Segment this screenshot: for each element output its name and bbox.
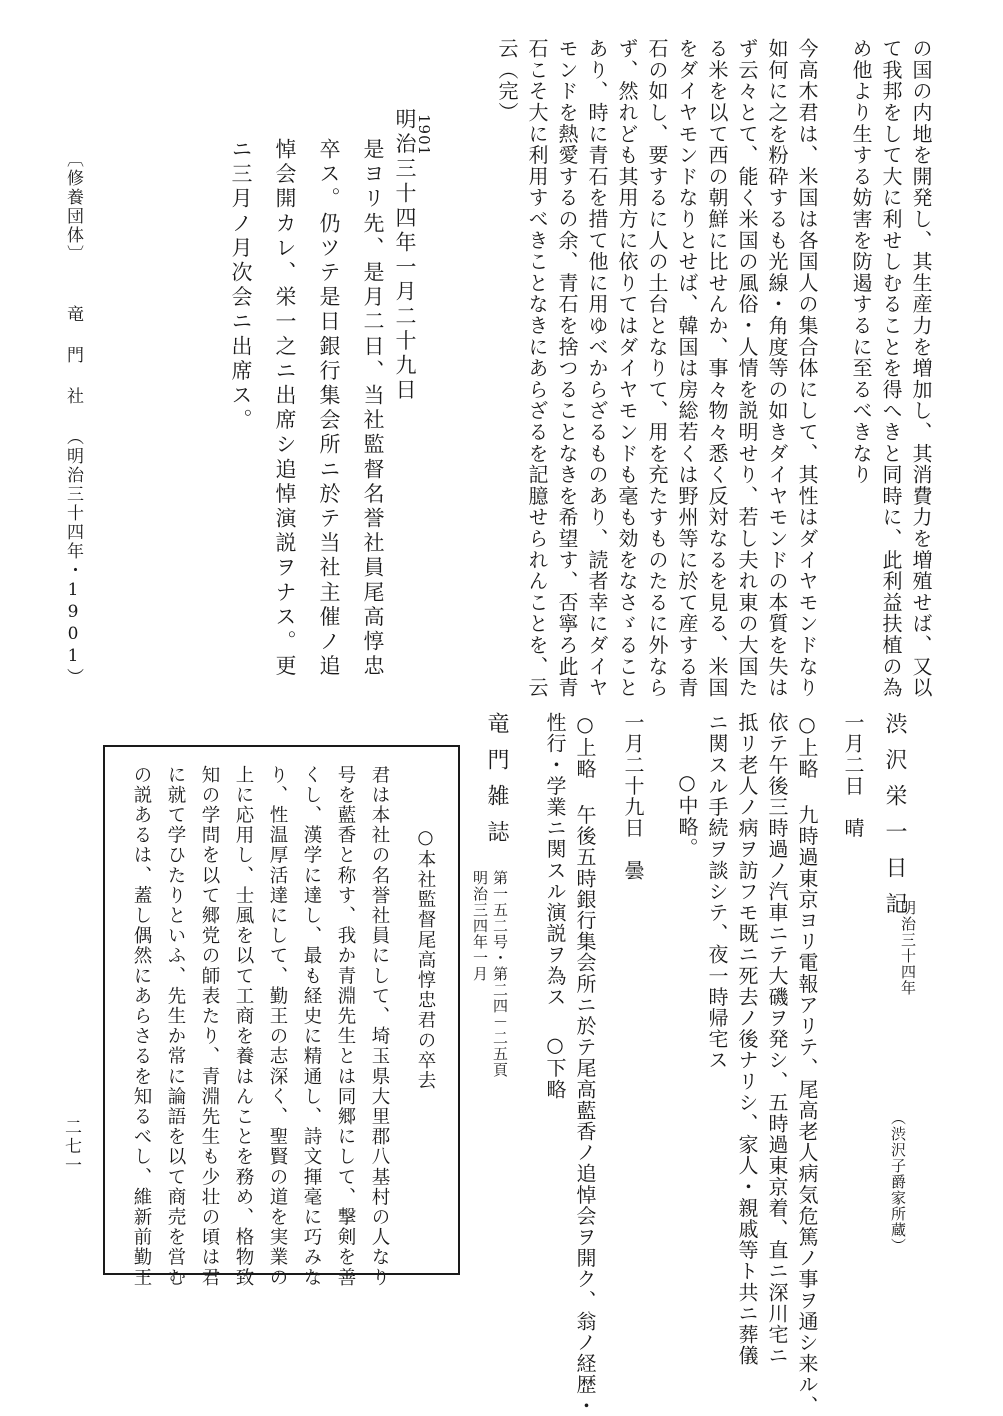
diary-title: 渋沢栄一日記: [882, 712, 907, 928]
upper-col-13: 石こそ大に利用すべきことなきにあらざるを記臆せられんことを、云: [525, 38, 549, 699]
box-col-1: 君は本社の名誉社員にして、埼玉県大里郡八基村の人なり: [369, 765, 390, 1288]
entry-col-4: ニ三月ノ月次会ニ出席ス。: [229, 138, 253, 434]
article-box: [103, 745, 460, 1288]
upper-col-14: 云（完）: [495, 38, 519, 124]
diary-line-2: ○上略 九時過東京ヨリ電報アリテ、尾高老人病気危篤ノ事ヲ通シ来ル、: [795, 712, 819, 1416]
box-col-8: の説あるは、蓋し偶然にあらさるを知るべし、維新前勤王: [131, 765, 152, 1288]
entry-col-3: 悼会開カレ、栄一之ニ出席シ追悼演説ヲナス。更: [273, 138, 297, 680]
upper-col-7: る米を以て西の朝鮮に比せんか、事々物々悉く反対なるを見る、米国: [705, 38, 729, 699]
upper-col-1: の国の内地を開発し、其生産力を増加し、其消費力を増殖せば、又以: [909, 38, 933, 699]
footer-publisher: 竜 門 社 （明治三十四年・1901）: [63, 305, 83, 687]
zasshi-date: 明治三四年一月: [471, 870, 489, 982]
diary-line-1: 一月二日 晴: [841, 712, 865, 839]
diary-line-9: 性行・学業ニ関スル演説ヲ為ス ○下略: [543, 712, 567, 1100]
box-col-5: 上に応用し、士風を以て工商を養はんことを務め、格物致: [233, 765, 254, 1288]
upper-col-4: 今高木君は、米国は各国人の集合体にして、其性はダイヤモンドなり: [795, 38, 819, 699]
date-heading: 明治三十四年一月二十九日: [393, 108, 417, 404]
box-col-4: り、性温厚活達にして、勤王の志深く、聖賢の道を実業の: [267, 765, 288, 1288]
upper-col-10: ず、然れども其用方に依りてはダイヤモンドも毫も効をなさゞること: [615, 38, 639, 699]
year-marker: 1901: [415, 114, 433, 157]
page-number: 二七一: [61, 1118, 81, 1175]
box-col-6: 知の学問を以て郷党の師表たり、青淵先生も少壮の頃は君: [199, 765, 220, 1288]
upper-col-12: モンドを熱愛するの余、青石を捨つることなきを希望す、否寧ろ此青: [555, 38, 579, 699]
diary-line-3: 依テ午後三時過ノ汽車ニテ大磯ヲ発シ、五時過東京着、直ニ深川宅ニ: [765, 712, 789, 1367]
upper-col-9: 石の如し、要するに人の土台となりて、用を充たすものたるに外なら: [645, 38, 669, 699]
diary-line-6: ○中略。: [675, 770, 699, 859]
diary-line-7: 一月二十九日 曇: [621, 712, 645, 881]
diary-period: 明治三十四年: [899, 900, 917, 996]
footer-category: 〔修養団体〕: [63, 150, 83, 264]
diary-line-5: ニ関スル手続ヲ談シテ、夜一時帰宅ス: [705, 712, 729, 1071]
box-title: ○本社監督尾高惇忠君の卒去: [415, 827, 436, 1091]
zasshi-issue: 第一五二号・第二四－二五頁: [491, 870, 509, 1078]
zasshi-title: 竜門雑誌: [484, 712, 509, 856]
upper-col-11: あり、時に青石を措て他に用ゆべからざるものあり、読者幸にダイヤ: [585, 38, 609, 699]
upper-col-2: て我邦をして大に利せしむることを得へきと同時に、此利益扶植の為: [879, 38, 903, 699]
upper-col-8: をダイヤモンドなりとせば、韓国は房総若くは野州等に於て産する青: [675, 38, 699, 699]
diary-source: （渋沢子爵家所蔵）: [889, 1110, 907, 1254]
entry-col-1: 是ヨリ先、是月二日、当社監督名誉社員尾高惇忠: [361, 138, 385, 680]
box-col-3: くし、漢学に達し、最も経史に精通し、詩文揮毫に巧みな: [301, 765, 322, 1288]
entry-col-2: 卒ス。仍ツテ是日銀行集会所ニ於テ当社主催ノ追: [317, 138, 341, 680]
upper-col-5: 如何に之を粉砕するも光線・角度等の如きダイヤモンドの本質を失は: [765, 38, 789, 699]
box-col-7: に就て学ひたりといふ、先生か常に論語を以て商売を営む: [165, 765, 186, 1288]
diary-line-4: 抵リ老人ノ病ヲ訪フモ既ニ死去ノ後ナリシ、家人・親戚等ト共ニ葬儀: [735, 712, 759, 1367]
upper-col-6: ず云々とて、能く米国の風俗・人情を説明せり、若し夫れ東の大国た: [735, 38, 759, 699]
box-col-2: 号を藍香と称す、我か青淵先生とは同郷にして、撃剣を善: [335, 765, 356, 1288]
upper-col-3: め他より生する妨害を防遏するに至るべきなり: [849, 38, 873, 486]
diary-line-8: ○上略 午後五時銀行集会所ニ於テ尾高藍香ノ追悼会ヲ開ク、翁ノ経歴・: [573, 712, 597, 1416]
